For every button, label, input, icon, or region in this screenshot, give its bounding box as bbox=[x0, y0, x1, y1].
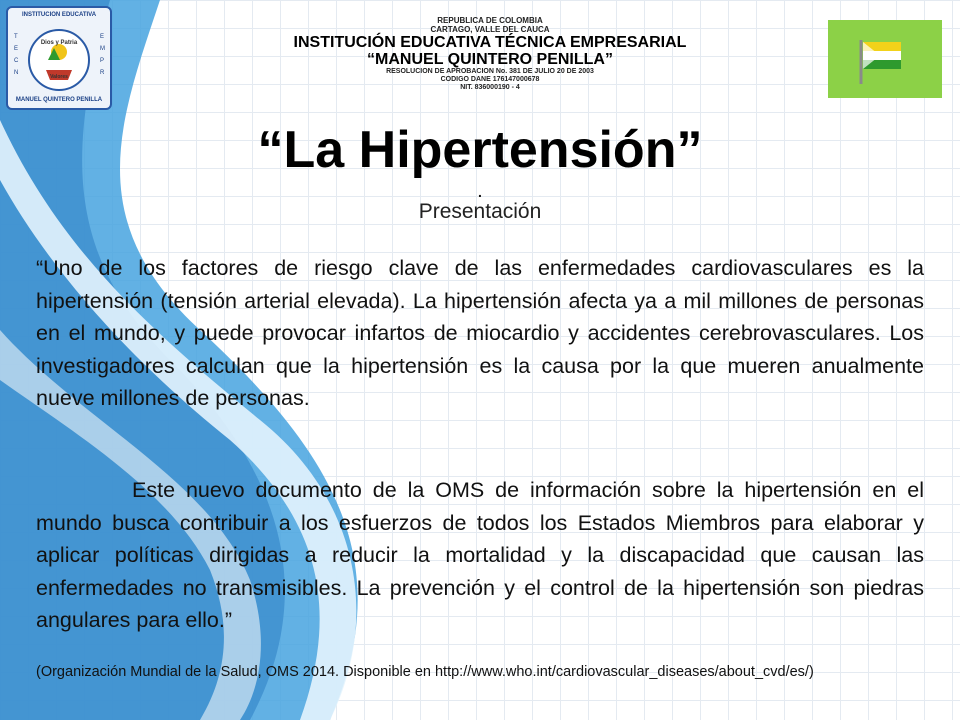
svg-text:M: M bbox=[100, 46, 105, 52]
header-dane-code: CODIGO DANE 176147000678 bbox=[440, 76, 540, 83]
header-city: CARTAGO, VALLE DEL CAUCA bbox=[430, 25, 550, 34]
header-resolution: RESOLUCION DE APROBACION No. 381 DE JULIO 20 DE 2003 bbox=[386, 68, 594, 75]
logo-values: Valores bbox=[50, 74, 68, 80]
logo-motto: Dios y Patria bbox=[40, 40, 78, 46]
header-institution: INSTITUCIÓN EDUCATIVA TÉCNICA EMPRESARIAL bbox=[293, 34, 687, 51]
header-nit: NIT. 836000190 - 4 bbox=[460, 84, 520, 91]
svg-text:E: E bbox=[100, 34, 105, 40]
flag-icon bbox=[828, 20, 942, 98]
paragraph-2: Este nuevo documento de la OMS de información sobre la hipertensión en el mundo busca contribuir a los esfuerzos de todos los Estados Miembros para elaborar y aplicar políticas dirigidas a reducir la mortalidad y la discapacidad que causan las enfermedades no transmisibles. La prevención y el control de la hipertensión son piedras angulares para ello.” bbox=[36, 478, 924, 632]
svg-text:R: R bbox=[100, 70, 105, 76]
paragraph-1: “Uno de los factores de riesgo clave de las enfermedades cardiovasculares es la hipertensión (tensión arterial elevada). La hipertensión afecta ya a mil millones de personas en el mundo, y puede provocar infartos de miocardio y accidentes cerebrovasculares. Los investigadores calculan que la hipertensión es la causa por la que mueren anualmente nueve millones de personas. bbox=[36, 256, 924, 410]
svg-text:T: T bbox=[14, 34, 18, 40]
school-logo bbox=[6, 6, 112, 110]
logo-top-text: INSTITUCION EDUCATIVA bbox=[21, 12, 97, 18]
logo-bottom-text: MANUEL QUINTERO PENILLA bbox=[15, 97, 103, 103]
slide-title: “La Hipertensión” bbox=[257, 121, 703, 179]
header-country: REPUBLICA DE COLOMBIA bbox=[437, 16, 543, 25]
school-flag bbox=[828, 20, 942, 98]
logo-emblem bbox=[8, 8, 110, 108]
title-dot: . bbox=[478, 184, 482, 200]
header-school-name: “MANUEL QUINTERO PENILLA” bbox=[367, 51, 613, 68]
institution-header bbox=[190, 16, 790, 92]
citation: (Organización Mundial de la Salud, OMS 2014. Disponible en http://www.who.int/cardiovascular_diseases/about_cvd/es/) bbox=[36, 664, 814, 680]
svg-text:C: C bbox=[14, 58, 19, 64]
slide-subtitle: Presentación bbox=[418, 200, 542, 223]
svg-text:P: P bbox=[100, 58, 105, 64]
svg-text:N: N bbox=[14, 70, 19, 76]
svg-text:E: E bbox=[14, 46, 19, 52]
